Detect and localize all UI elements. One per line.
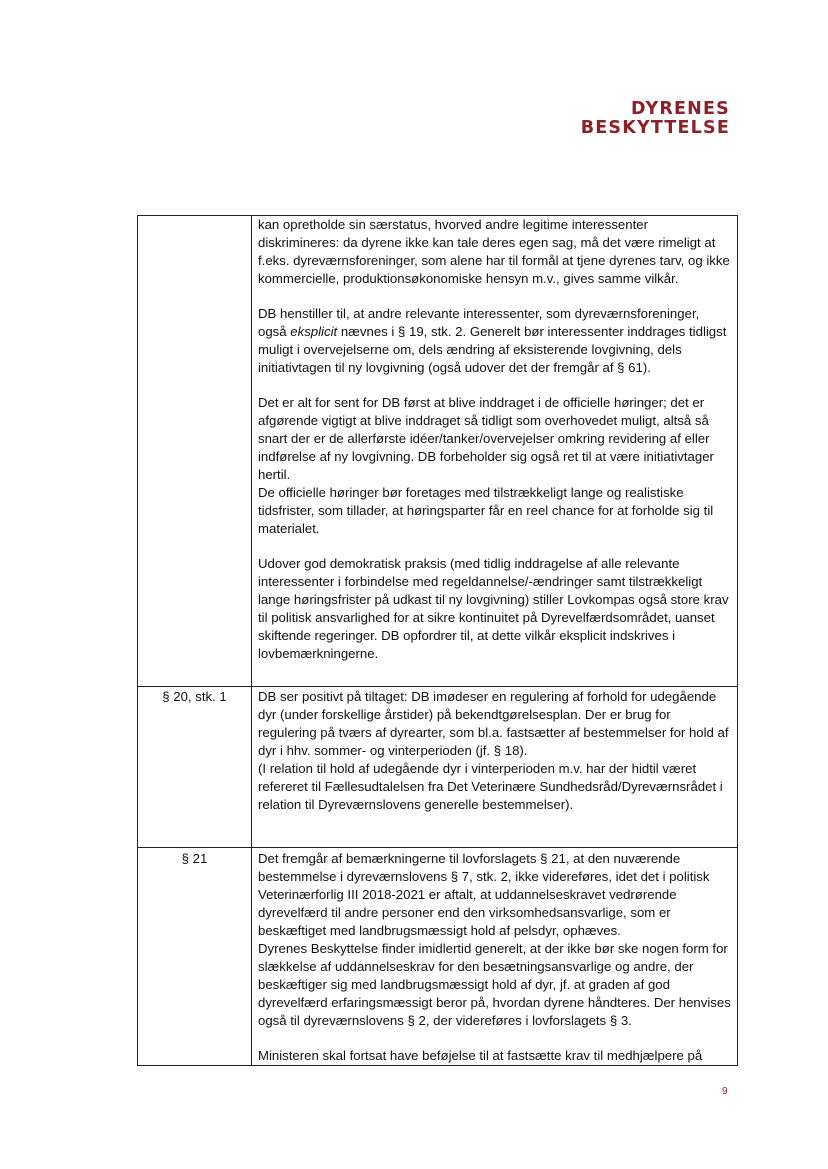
section-ref: § 20, stk. 1 [138, 687, 252, 848]
logo-line-1: DYRENES [631, 99, 730, 119]
consultation-table [137, 215, 738, 1066]
logo [581, 100, 730, 138]
table-row [138, 848, 738, 1066]
paragraph: (I relation til hold af udegående dyr i vinterperioden m.v. har der hidtil været refereret til Fællesudtalelsen fra Det Veterinære Sundhedsråd/Dyreværnsrådet i relation til Dyreværnslovens generelle bestemmelser). [258, 761, 723, 812]
table-row [138, 216, 738, 687]
paragraph: DB ser positivt på tiltaget: DB imødeser en regulering af forhold for udegående dyr (under forskellige årstider) på bekendtgørelsesplan. Der er brug for regulering på tværs af dyrearter, som bl.a. fastsætter af bestemmelser for hold af dyr i hhv. sommer- og vinterperioden (jf. § 18). [258, 689, 729, 758]
paragraph: Ministeren skal fortsat have beføjelse til at fastsætte krav til medhjælpere på [258, 1048, 703, 1063]
paragraph: Udover god demokratisk praksis (med tidlig inddragelse af alle relevante interessenter i forbindelse med regeldannelse/-ændringer samt tilstrækkeligt lange høringsfrister på udkast til ny lovgivning) stiller Lovkompas også store krav til politisk ansvarlighed for at sikre kontinuitet på Dyrevelfærdsområdet, uanset skiftende regeringer. DB opfordrer til, at dette vilkår eksplicit indskrives i lovbemærkningerne. [258, 556, 729, 661]
logo-line-2: BESKYTTELSE [580, 118, 730, 138]
paragraph: Det er alt for sent for DB først at blive inddraget i de officielle høringer; det er afgørende vigtigt at blive inddraget så tidligt som overhovedet muligt, altså så snart der er de allerførste idéer/tanker/overvejelser omkring revidering af eller indførelse af ny lovgivning. DB forbeholder sig også ret til at være initiativtager hertil. [258, 395, 714, 482]
paragraph-start: DB henstiller til, at andre relevante interessenter, som dyreværnsforeninger, også [258, 306, 700, 339]
paragraph: De officielle høringer bør foretages med tilstrækkeligt lange og realistiske tidsfrister, som tillader, at høringsparter får en reel chance for at forholde sig til materialet. [258, 485, 714, 536]
comment-cell [252, 216, 738, 687]
paragraph: Dyrenes Beskyttelse finder imidlertid generelt, at der ikke bør ske nogen form for slækkelse af uddannelseskrav for den besætningsansvarlige og andre, der beskæftiger sig med landbrugsmæssigt hold af dyr, jf. at graden af god dyrevelfærd erfaringsmæssigt beror på, hvordan dyrene håndteres. Der henvises også til dyreværnslovens § 2, der videreføres i lovforslagets § 3. [258, 941, 731, 1028]
table-row [138, 687, 738, 848]
paragraph: kan opretholde sin særstatus, hvorved andre legitime interessenter diskrimineres: da dyrene ikke kan tale deres egen sag, må det være rimeligt at f.eks. dyreværnsforeninger, som alene har til formål at tjene dyrenes tarv, og ikke kommercielle, produktionsøkonomiske hensyn m.v., gives samme vilkår. [258, 217, 730, 286]
paragraph-rest: nævnes i § 19, stk. 2. Generelt bør interessenter inddrages tidligst muligt i overvejelserne om, dels ændring af eksisterende lovgivning, dels initiativtagen til ny lovgivning (også udover det der fremgår af § 61). [258, 324, 727, 375]
paragraph: Det fremgår af bemærkningerne til lovforslagets § 21, at den nuværende bestemmelse i dyreværnslovens § 7, stk. 2, ikke videreføres, idet det i politisk Veterinærforlig III 2018-2021 er aftalt, at uddannelseskravet vedrørende dyrevelfærd til andre personer end den virksomhedsansvarlige, som er beskæftiget med landbrugsmæssigt hold af pelsdyr, ophæves. [258, 851, 710, 938]
comment-cell [252, 848, 738, 1066]
comment-cell [252, 687, 738, 848]
section-ref [138, 216, 252, 687]
emphasis: eksplicit [290, 324, 338, 339]
section-ref: § 21 [138, 848, 252, 1066]
page-number: 9 [722, 1086, 728, 1097]
paragraph [258, 305, 731, 377]
